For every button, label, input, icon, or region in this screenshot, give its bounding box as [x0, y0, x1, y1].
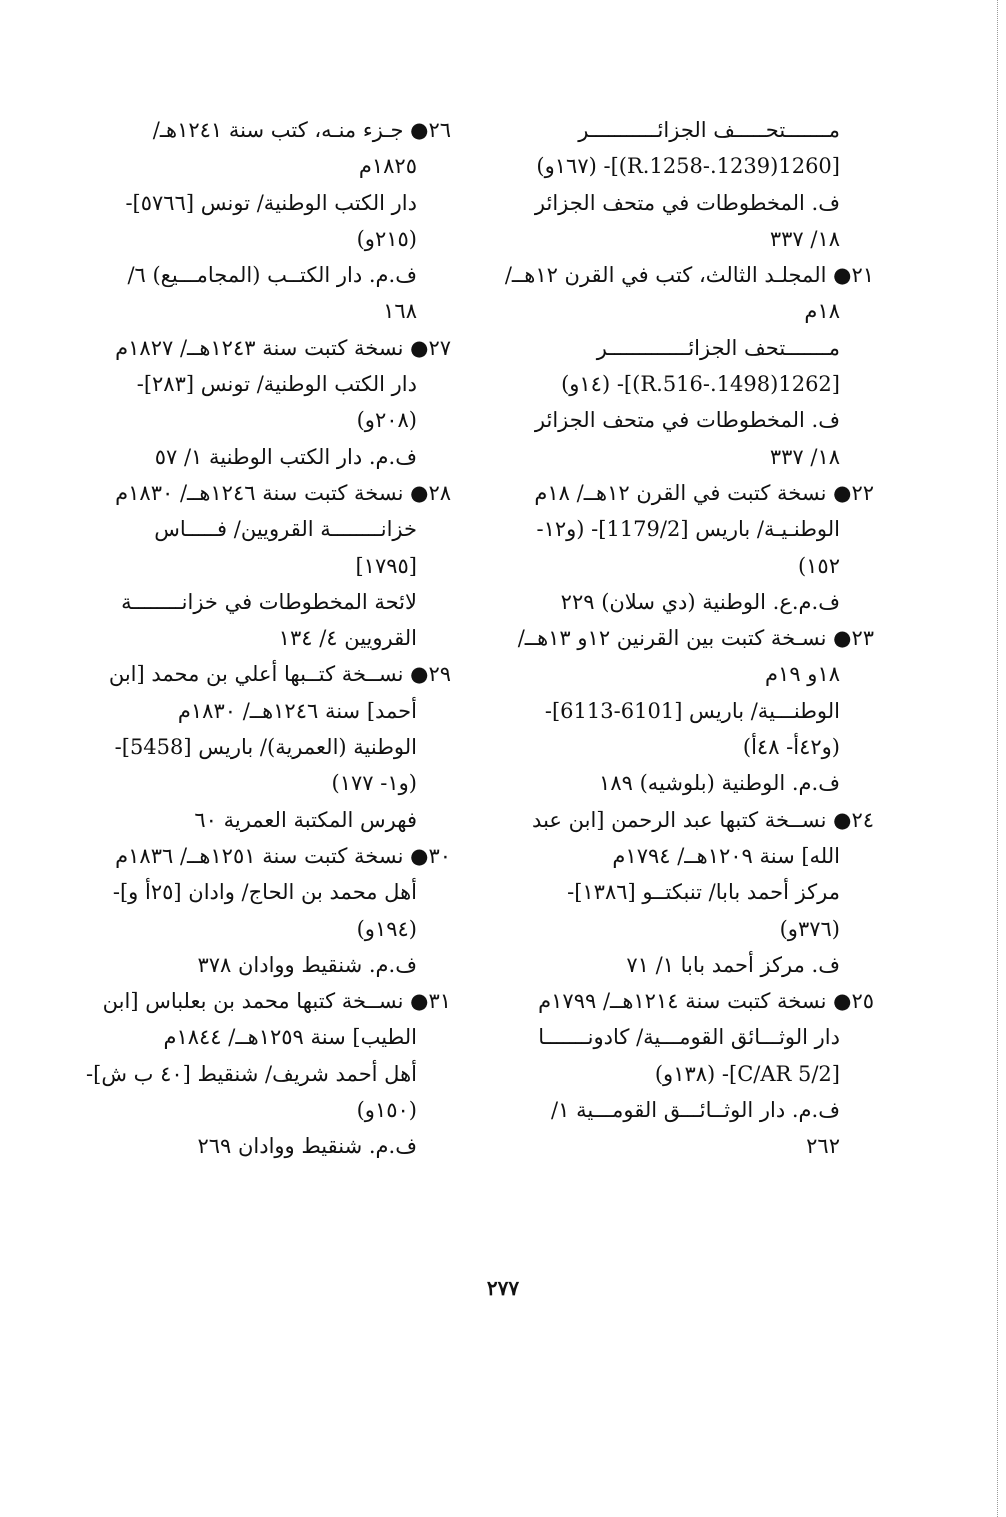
- text-line: (٢١٥و): [356, 226, 417, 251]
- text-line: [١٧٩٥]: [355, 553, 417, 578]
- right-column: [504, 112, 874, 1165]
- entry-heading: ٢٧● نسخة كتبت سنة ١٢٤٣هــ/ ١٨٢٧م: [115, 335, 451, 360]
- text-line: الطيب] سنة ١٢٥٩هــ/ ١٨٤٤م: [163, 1025, 417, 1050]
- text-line: ف. المخطوطات في متحف الجزائر: [534, 190, 840, 215]
- entry-heading: ٢٥● نسخة كتبت سنة ١٢١٤هــ/ ١٧٩٩م: [538, 989, 874, 1014]
- text-line: مـــــــتحـــــف الجزائـــــــــــر: [578, 118, 840, 142]
- text-line: فهرس المكتبة العمرية ٦٠: [194, 807, 417, 832]
- entry-heading: ٣٠● نسخة كتبت سنة ١٢٥١هــ/ ١٨٣٦م: [115, 843, 451, 868]
- text-line: ١٥٢): [797, 553, 840, 578]
- entry-heading: ٢٦● جـزء منـه، كتب سنة ١٢٤١هـ/: [152, 118, 451, 142]
- text-line: الوطنـيـة/ باريس [1179/2]- (و١٢-: [536, 517, 840, 542]
- text-line: أهل أحمد شريف/ شنقيط [٤٠ ب ش]-: [86, 1061, 417, 1086]
- text-line: الله] سنة ١٢٠٩هــ/ ١٧٩٤م: [612, 843, 840, 868]
- text-line: (٣٧٦و): [779, 916, 840, 941]
- text-line: (١٩٤و): [356, 916, 417, 941]
- entry-heading: ٢٩● نســخة كتــبها أعلي بن محمد [ابن: [108, 662, 451, 687]
- text-line: ف. مركز أحمد بابا ١/ ٧١: [626, 952, 840, 977]
- text-line: ١٨٢٥م: [358, 154, 417, 179]
- text-line: ف.م. شنقيط ووادان ٢٦٩: [197, 1134, 417, 1159]
- text-line: الوطنـــية/ باريس [6101-6113]-: [544, 698, 840, 723]
- text-line: دار الكتب الوطنية/ تونس [٥٧٦٦]-: [125, 190, 417, 215]
- text-line: ١٨و ١٩م: [765, 662, 840, 687]
- text-line: ١٨م: [804, 299, 840, 324]
- page-number: ٢٧٧: [486, 1276, 520, 1300]
- text-line: (٢٠٨و): [356, 408, 417, 433]
- page-edge: [996, 0, 998, 1517]
- text-line: لائحة المخطوطات في خزانــــــــة: [121, 589, 417, 614]
- text-line: [1260(1239.-R.1258)]- (١٦٧و): [536, 154, 840, 179]
- text-line: ١٨/ ٣٣٧: [769, 444, 840, 469]
- text-line: [C/AR 5/2]- (١٣٨و): [654, 1061, 840, 1086]
- text-line: ف.م. دار الكتب الوطنية ١/ ٥٧: [154, 444, 417, 469]
- entry-heading: ٢٨● نسخة كتبت سنة ١٢٤٦هــ/ ١٨٣٠م: [115, 480, 451, 505]
- text-line: ف.م. دار الكتــب (المجامـــيع) ٦/: [127, 263, 417, 288]
- entry-heading: ٢٣● نسـخة كتبت بين القرنين ١٢و ١٣هــ/: [517, 626, 874, 651]
- text-line: خزانــــــــة القرويين/ فـــــاس: [154, 517, 417, 542]
- text-line: مركز أحمد بابا/ تنبكتــو [١٣٨٦]-: [567, 880, 840, 905]
- left-column: [86, 112, 451, 1165]
- text-line: مـــــــتحف الجزائـــــــــــــر: [596, 335, 840, 360]
- entry-heading: ٣١● نســخة كتبها محمد بن بعلباس [ابن: [102, 989, 451, 1014]
- text-line: ف. المخطوطات في متحف الجزائر: [534, 408, 840, 433]
- text-line: دار الوثـــائق القومـــية/ كادونـــــــا: [538, 1025, 840, 1050]
- text-line: ف.م. الوطنية (بلوشيه) ١٨٩: [599, 771, 840, 796]
- text-line: ف.م. شنقيط ووادان ٣٧٨: [197, 952, 417, 977]
- text-line: ف.م.ع. الوطنية (دي سلان) ٢٢٩: [560, 589, 840, 614]
- entry-heading: ٢٤● نســخة كتبها عبد الرحمن [ابن عبد: [532, 807, 874, 832]
- text-line: دار الكتب الوطنية/ تونس [٢٨٣]-: [136, 372, 417, 397]
- text-line: أحمد] سنة ١٢٤٦هــ/ ١٨٣٠م: [177, 698, 417, 723]
- text-line: (و٤٢أ- ٤٨أ): [742, 735, 840, 760]
- entry-heading: ٢١● المجلـد الثالث، كتب في القرن ١٢هــ/: [504, 263, 874, 288]
- text-line: ١٦٨: [383, 299, 417, 324]
- text-line: أهل محمد بن الحاج/ وادان [٢٥أ و]-: [112, 880, 417, 905]
- text-line: ١٨/ ٣٣٧: [769, 226, 840, 251]
- text-line: (و١- ١٧٧): [331, 771, 417, 796]
- text-line: القرويين ٤/ ١٣٤: [278, 626, 417, 651]
- text-line: (١٥٠و): [356, 1098, 417, 1123]
- entry-heading: ٢٢● نسخة كتبت في القرن ١٢هــ/ ١٨م: [534, 480, 874, 505]
- text-line: ٢٦٢: [806, 1134, 840, 1159]
- text-line: ف.م. دار الوثــائـــق القومـــية ١/: [551, 1098, 840, 1123]
- text-line: [1262(1498.-R.516)]- (١٤و): [561, 372, 840, 397]
- text-line: الوطنية (العمرية)/ باريس [5458]-: [114, 735, 417, 760]
